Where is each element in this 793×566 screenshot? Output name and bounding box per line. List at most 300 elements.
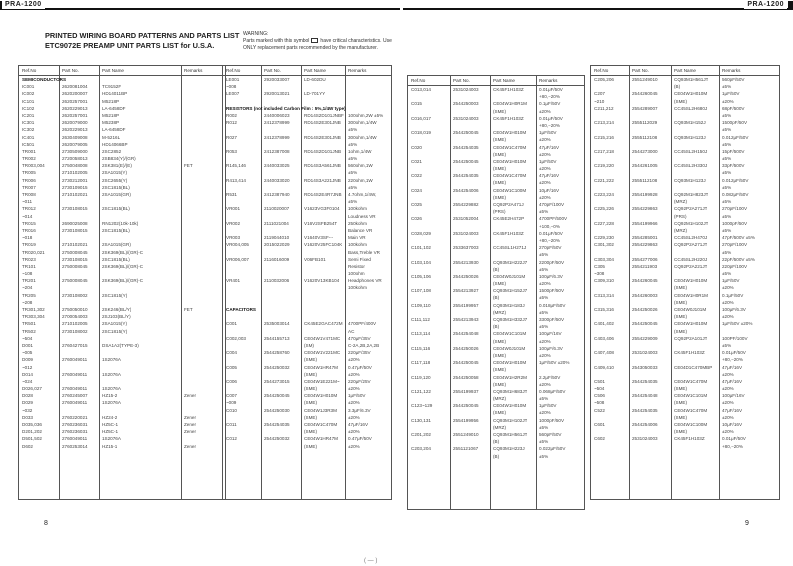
cell-name: (MRZ) [674,199,688,205]
table-row [408,409,584,416]
cell-ref: C001 [226,321,237,327]
table-row [223,241,391,248]
cell-ref: C201,202 [411,432,431,437]
cell-ref: C207 [594,91,605,97]
cell-remarks: 33pF/500V [722,163,745,169]
cell-name: M5238P [102,120,120,126]
cell-part: 2544260045 [632,278,658,284]
table-row [591,134,779,141]
cell-ref: ~208 [22,299,33,305]
cell-name: (SME) [304,386,318,392]
cell-ref: VR004,005 [226,242,249,248]
table-row [19,169,225,176]
table-row [223,428,391,435]
cell-name: 1S2076A [102,357,121,363]
table-row [591,443,779,450]
cell-remarks: 470pF/100V [539,202,565,207]
cell-remarks: 10μF/16V [539,187,560,193]
cell-ref: ~011 [22,199,33,205]
cell-part: 2620229013 [62,105,88,111]
cell-part: 2760427015 [62,342,88,348]
cell-name: RD14S2D101JNB [304,148,342,154]
cell-part: 2543050033 [632,364,658,370]
cell-remarks: 1000pF/50V [722,220,748,226]
table-row [223,112,391,119]
cell-remarks: 47μF/16V [539,173,560,179]
cell-part: 2554229863 [632,242,658,248]
table-row [408,417,584,424]
table-row [408,122,584,129]
table-row [591,342,779,349]
cell-remarks: 560ohm,1W [348,163,373,169]
table-row [408,309,584,316]
cell-remarks: ±5% [539,396,549,402]
cell-name: 2SK369(BL)/(GR)-C [102,263,144,269]
cell-name: 1S2076A [102,400,121,406]
cell-remarks: +80,−20% [539,237,560,243]
cell-ref: TR012 [22,206,36,212]
cell-ref: C409,410 [594,364,614,370]
cell-name: (SME) [304,400,318,406]
cell-remarks: ±5% [722,213,732,219]
table-row [591,407,779,414]
table-row [19,148,225,155]
cell-name: (MRZ) [674,227,688,233]
cell-ref: C522 [594,407,605,413]
table-row [408,237,584,244]
cell-part: 2620079000 [62,120,88,126]
cell-remarks: 0.022μF/50V [539,446,566,452]
cell-remarks: 47pF/500V ±5% [722,235,755,241]
cell-name: (SME) [304,443,318,449]
cell-name: CC45SL2H150J [674,148,708,154]
column-header-part: Part No. [264,68,281,73]
cell-remarks: 4700PF/500V [539,216,568,222]
cell-name: (PRS) [674,213,687,219]
cell-ref: ~504 [594,386,605,392]
table-row [223,191,391,198]
cell-ref: C217,218 [594,148,614,154]
table-row [591,198,779,205]
cell-part: 2544250045 [453,403,479,409]
table-row [408,259,584,266]
cell-ref: D501,502 [22,436,42,442]
cell-remarks: 0.082μF/50V [722,192,749,197]
cell-part: 2760049011 [62,357,88,363]
table-row [223,399,391,406]
cell-name: CE04W1C101M [674,393,708,399]
cell-ref: VR006,007 [226,256,249,262]
cell-name: CK45E2H472P [493,216,525,222]
warning-text-1: Parts marked with this symbol [243,37,310,44]
cell-remarks: Balance VR [348,227,373,233]
table-row [223,184,391,191]
cell-remarks: ±20% [722,386,734,392]
table-row [591,148,779,155]
table-row [591,320,779,327]
table-row [591,435,779,442]
cell-ref: D602 [22,443,33,449]
cell-remarks: ±5% [722,170,732,176]
cell-remarks: 1μF/50V [539,158,557,164]
cell-name: CQ93M1H102JT [493,417,528,423]
cell-ref: C107,108 [411,288,431,294]
table-row [223,378,391,385]
table-row [19,198,225,205]
cell-ref: VR002 [226,220,241,226]
cell-ref: C021 [411,158,422,164]
cell-name: CC45SL2H220J [674,256,708,262]
cell-ref: C018,019 [411,130,431,136]
cell-remarks: 1μF/50V [722,91,740,97]
cell-ref: C109,110 [411,302,431,308]
cell-ref: TR502 [22,328,36,334]
cell-remarks: Headphones VR [348,278,382,284]
cell-ref: R531 [226,192,237,197]
cell-name: (SME) [493,137,507,143]
warning-note [243,31,403,51]
cell-remarks: ±20% [348,414,360,420]
cell-ref: RESISTORS (not included Carbon Film : 5%,1/4W type) [226,105,346,111]
table-row [408,438,584,445]
cell-remarks: Semi Fixed [348,256,371,262]
cell-remarks: 100μF/6.3V [539,345,563,351]
cell-ref: C025 [411,202,422,207]
cell-name: 2SA1015(Y) [102,321,128,327]
column-header-ref: Ref.No [226,68,241,73]
table-row [223,284,391,291]
cell-remarks: 3.3μF/6.3V [348,407,371,413]
table-row [591,313,779,320]
cell-ref: ~108 [22,271,33,277]
cell-part: 2554229863 [632,206,658,212]
cell-part: 2531024003 [632,350,658,356]
cell-part: 2554211903 [632,263,658,269]
table-row [19,184,225,191]
cell-name: CK45F1H103Z [674,350,705,356]
cell-remarks: ±20% [539,381,551,387]
cell-part: 2544258760 [264,350,290,356]
table-row [591,292,779,299]
table-row [223,148,391,155]
table-row [591,328,779,335]
cell-ref: C213,214 [594,120,614,126]
table-row [408,302,584,309]
cell-ref: D029 [22,400,33,406]
section-heading [19,76,225,83]
cell-remarks: ±20% [722,400,734,406]
cell-remarks: ±5% [722,184,732,190]
cell-part: 2720058013 [62,156,88,162]
cell-name: (B) [493,266,500,272]
cell-name: (SME) [493,281,507,287]
table-row [591,112,779,119]
cell-name: CE04W1H010M [674,91,708,97]
cell-part: 2531024003 [453,87,479,92]
cell-part: 2554277006 [632,256,658,262]
cell-remarks: ±5% [722,227,732,233]
cell-part: 2551249010 [453,432,479,437]
table-row [19,378,225,385]
cell-part: 2760220021 [62,414,88,420]
table-row [223,364,391,371]
cell-remarks: ±20% [722,285,734,291]
cell-name: 2SA1015(GR) [102,192,131,197]
cell-ref: C313,314 [594,292,614,298]
cell-remarks: 1μF/50V [348,393,366,399]
table-row [223,385,391,392]
table-row [408,366,584,373]
cell-part: 2730108015 [62,256,88,262]
table-header [19,66,225,76]
cell-name: CQ92P2A471J [493,202,524,207]
cell-ref: VR003 [226,235,241,241]
table-row [223,320,391,327]
table-row [19,364,225,371]
table-row [408,374,584,381]
cell-remarks: 100μF/16V [539,331,562,337]
cell-part: 2544250030 [264,407,290,413]
cell-name: CQ93M1H332J7 [493,317,528,322]
cell-name: TC9152F [102,84,122,90]
cell-name: (SME) [674,299,688,305]
cell-part: 2554229009 [632,335,658,341]
table-row [223,421,391,428]
cell-name: (SME) [304,429,318,435]
cell-part: 2554213943 [453,317,479,322]
table-row [19,284,225,291]
table-row [591,399,779,406]
table-row [223,249,391,256]
cell-ref: ~014 [22,213,33,219]
table-row [408,208,584,215]
cell-name: M5218P [102,98,120,104]
cell-part: 2554285001 [632,235,658,241]
cell-part: 2544250026 [453,273,479,279]
cell-ref: LE007 [226,91,240,97]
cell-name: CQ92M1H102JT [674,220,709,226]
cell-remarks: ±5% [539,453,549,459]
cell-remarks: ±20% [348,429,360,435]
cell-name: (SME) [304,414,318,420]
cell-part: 2750048008 [62,163,88,169]
cell-part: 2544250045 [453,130,479,136]
column-header-ref: Ref.No [22,68,37,73]
cell-part: 2700054003 [62,314,88,320]
cell-part: 2730212001 [62,177,88,183]
table-row [223,76,391,83]
cell-ref: TR501 [22,321,36,327]
cell-remarks: Zener [184,393,197,399]
cell-part: 2554199966 [632,220,658,226]
cell-name: (MRZ) [493,396,507,402]
table-row [591,364,779,371]
cell-name: CE04W1C101M [493,331,527,337]
cell-part: 2690025008 [62,220,88,226]
cell-remarks: 47μF/16V [722,407,743,413]
cell-remarks: ±5% [539,424,549,430]
table-row [591,335,779,342]
cell-ref: R145,146 [226,163,246,169]
cell-remarks: ±20% [539,410,551,416]
cell-name: CE04W1H010M [493,360,527,366]
table-row [591,371,779,378]
cell-part: 2554229882 [453,202,479,207]
cell-part: 2412387940 [264,192,290,197]
cell-name: LA-6458DF [102,127,126,133]
parts-table-2 [222,65,392,500]
cell-ref: VR001 [226,206,241,212]
cell-part: 2544250003 [453,101,479,107]
cell-name: (B) [493,295,500,301]
cell-ref: C013,014 [411,87,431,92]
cell-remarks: ±5% [539,266,549,272]
cell-part: 2544261005 [632,163,658,169]
cell-name: CE04W1H010M [674,278,708,284]
table-row [591,421,779,428]
column-header-remarks: Remarks [539,78,558,83]
table-row [19,435,225,442]
cell-ref: C506 [594,393,605,399]
table-row [19,385,225,392]
column-header-name: Part Name [102,68,124,73]
cell-ref: C315,316 [594,307,614,312]
cell-part: 2544250045 [453,158,479,164]
cell-part: 2544254048 [632,393,658,399]
cell-part: 2544250045 [453,360,479,366]
table-row [408,223,584,230]
cell-name: LA-6458DF [102,105,126,111]
cell-name: 2SA1015(Y) [102,170,128,176]
cell-ref: ~504 [22,335,33,341]
cell-ref: C501 [594,378,605,384]
table-row [408,445,584,452]
cell-remarks: 47μF/16V [722,364,743,370]
table-row [19,234,225,241]
table-row [19,342,225,349]
cell-name: HZ24-2 [102,414,118,420]
cell-ref: C022 [411,173,422,179]
cell-ref: C011 [226,422,237,427]
cell-remarks: 270pF/100V [722,242,748,248]
table-row [19,177,225,184]
table-row [408,431,584,438]
table-row [591,191,779,198]
cell-part: 2544250045 [632,321,658,327]
cell-name: CE04W1H0R1M [674,292,708,298]
cell-remarks: 0.01μF/50V [539,230,563,236]
table-row [591,277,779,284]
table-row [223,155,391,162]
cell-remarks: ±20% [722,414,734,420]
table-row [19,241,225,248]
cell-ref: D009 [22,357,33,363]
table-row [19,414,225,421]
cell-name: CQ92P2A101JT [674,335,708,341]
table-row [223,98,391,105]
cell-remarks: ±5% [722,271,732,277]
column-header-part: Part No. [62,68,79,73]
cell-part: 2620229013 [62,127,88,133]
cell-remarks: 0.01μF/50V [539,87,563,92]
cell-part: 2620081004 [62,84,88,90]
cell-ref: C205,206 [594,77,614,82]
cell-remarks: 100kohm [348,206,367,212]
cell-name: 2SC1815(Y) [102,292,128,298]
cell-name: CE04W1H010M [304,393,338,399]
table-row [591,169,779,176]
cell-remarks: 470μF/35V [348,335,371,341]
parts-table-4 [590,65,780,500]
cell-remarks: 560pF/50V [722,77,745,82]
table-row [591,392,779,399]
cell-name: (MRZ) [493,424,507,430]
cell-ref: C024 [411,187,422,193]
cell-remarks: ±20% [539,108,551,114]
cell-part: 2555112029 [632,120,658,126]
table-row [19,349,225,356]
table-row [591,90,779,97]
cell-remarks: Zener [184,422,197,427]
cell-remarks: 47μF/16V [722,378,743,384]
cell-part: 2760253014 [62,443,88,449]
table-row [408,151,584,158]
cell-name: CE04W1H2R2M [493,374,527,380]
cell-name: (SME) [674,414,688,420]
cell-name: HZ15-1 [102,443,118,449]
cell-name: CE04W1V221MC [304,350,341,356]
table-row [591,184,779,191]
cell-remarks: 100PF/100V [722,335,748,341]
cell-ref: C020 [411,144,422,150]
cell-remarks: 47μF/16V [539,144,560,150]
cell-part: 2412387008 [264,148,290,154]
cell-remarks: AC [348,328,355,334]
cell-ref: C301,302 [594,242,614,248]
cell-remarks: 0.012μF/50V [722,177,749,183]
cell-ref: C225,226 [594,206,614,212]
cell-name: 1S2076A [102,371,121,377]
table-row [19,313,225,320]
table-row [19,98,225,105]
cell-name: CQ92M1H823JT [674,192,709,197]
cell-ref: ~005 [22,350,33,356]
cell-ref: C229,230 [594,235,614,241]
cell-part: 2730108002 [62,328,88,334]
cell-remarks: 0.47μF/50V [348,364,372,370]
cell-name: V1620V25FC104K [304,242,343,248]
cell-ref: TR005 [22,170,36,176]
cell-remarks: ±20% [722,314,734,320]
cell-name: CC45SL1H271J [493,245,527,251]
table-row [19,126,225,133]
cell-part: 2760049011 [62,386,88,392]
table-row [408,244,584,251]
table-row [591,385,779,392]
cell-remarks: ±5% [348,199,358,205]
cell-remarks: Resistor [348,263,365,269]
table-row [19,277,225,284]
table-row [223,299,391,306]
cell-name: CQ93M1H152J7 [493,288,528,294]
cell-part: 2544250032 [264,436,290,442]
cell-ref: C117,118 [411,360,431,366]
cell-part: 2730108015 [62,227,88,233]
cell-ref: C403,406 [594,335,614,341]
cell-part: 2544250032 [264,364,290,370]
table-row [223,407,391,414]
table-row [19,328,225,335]
